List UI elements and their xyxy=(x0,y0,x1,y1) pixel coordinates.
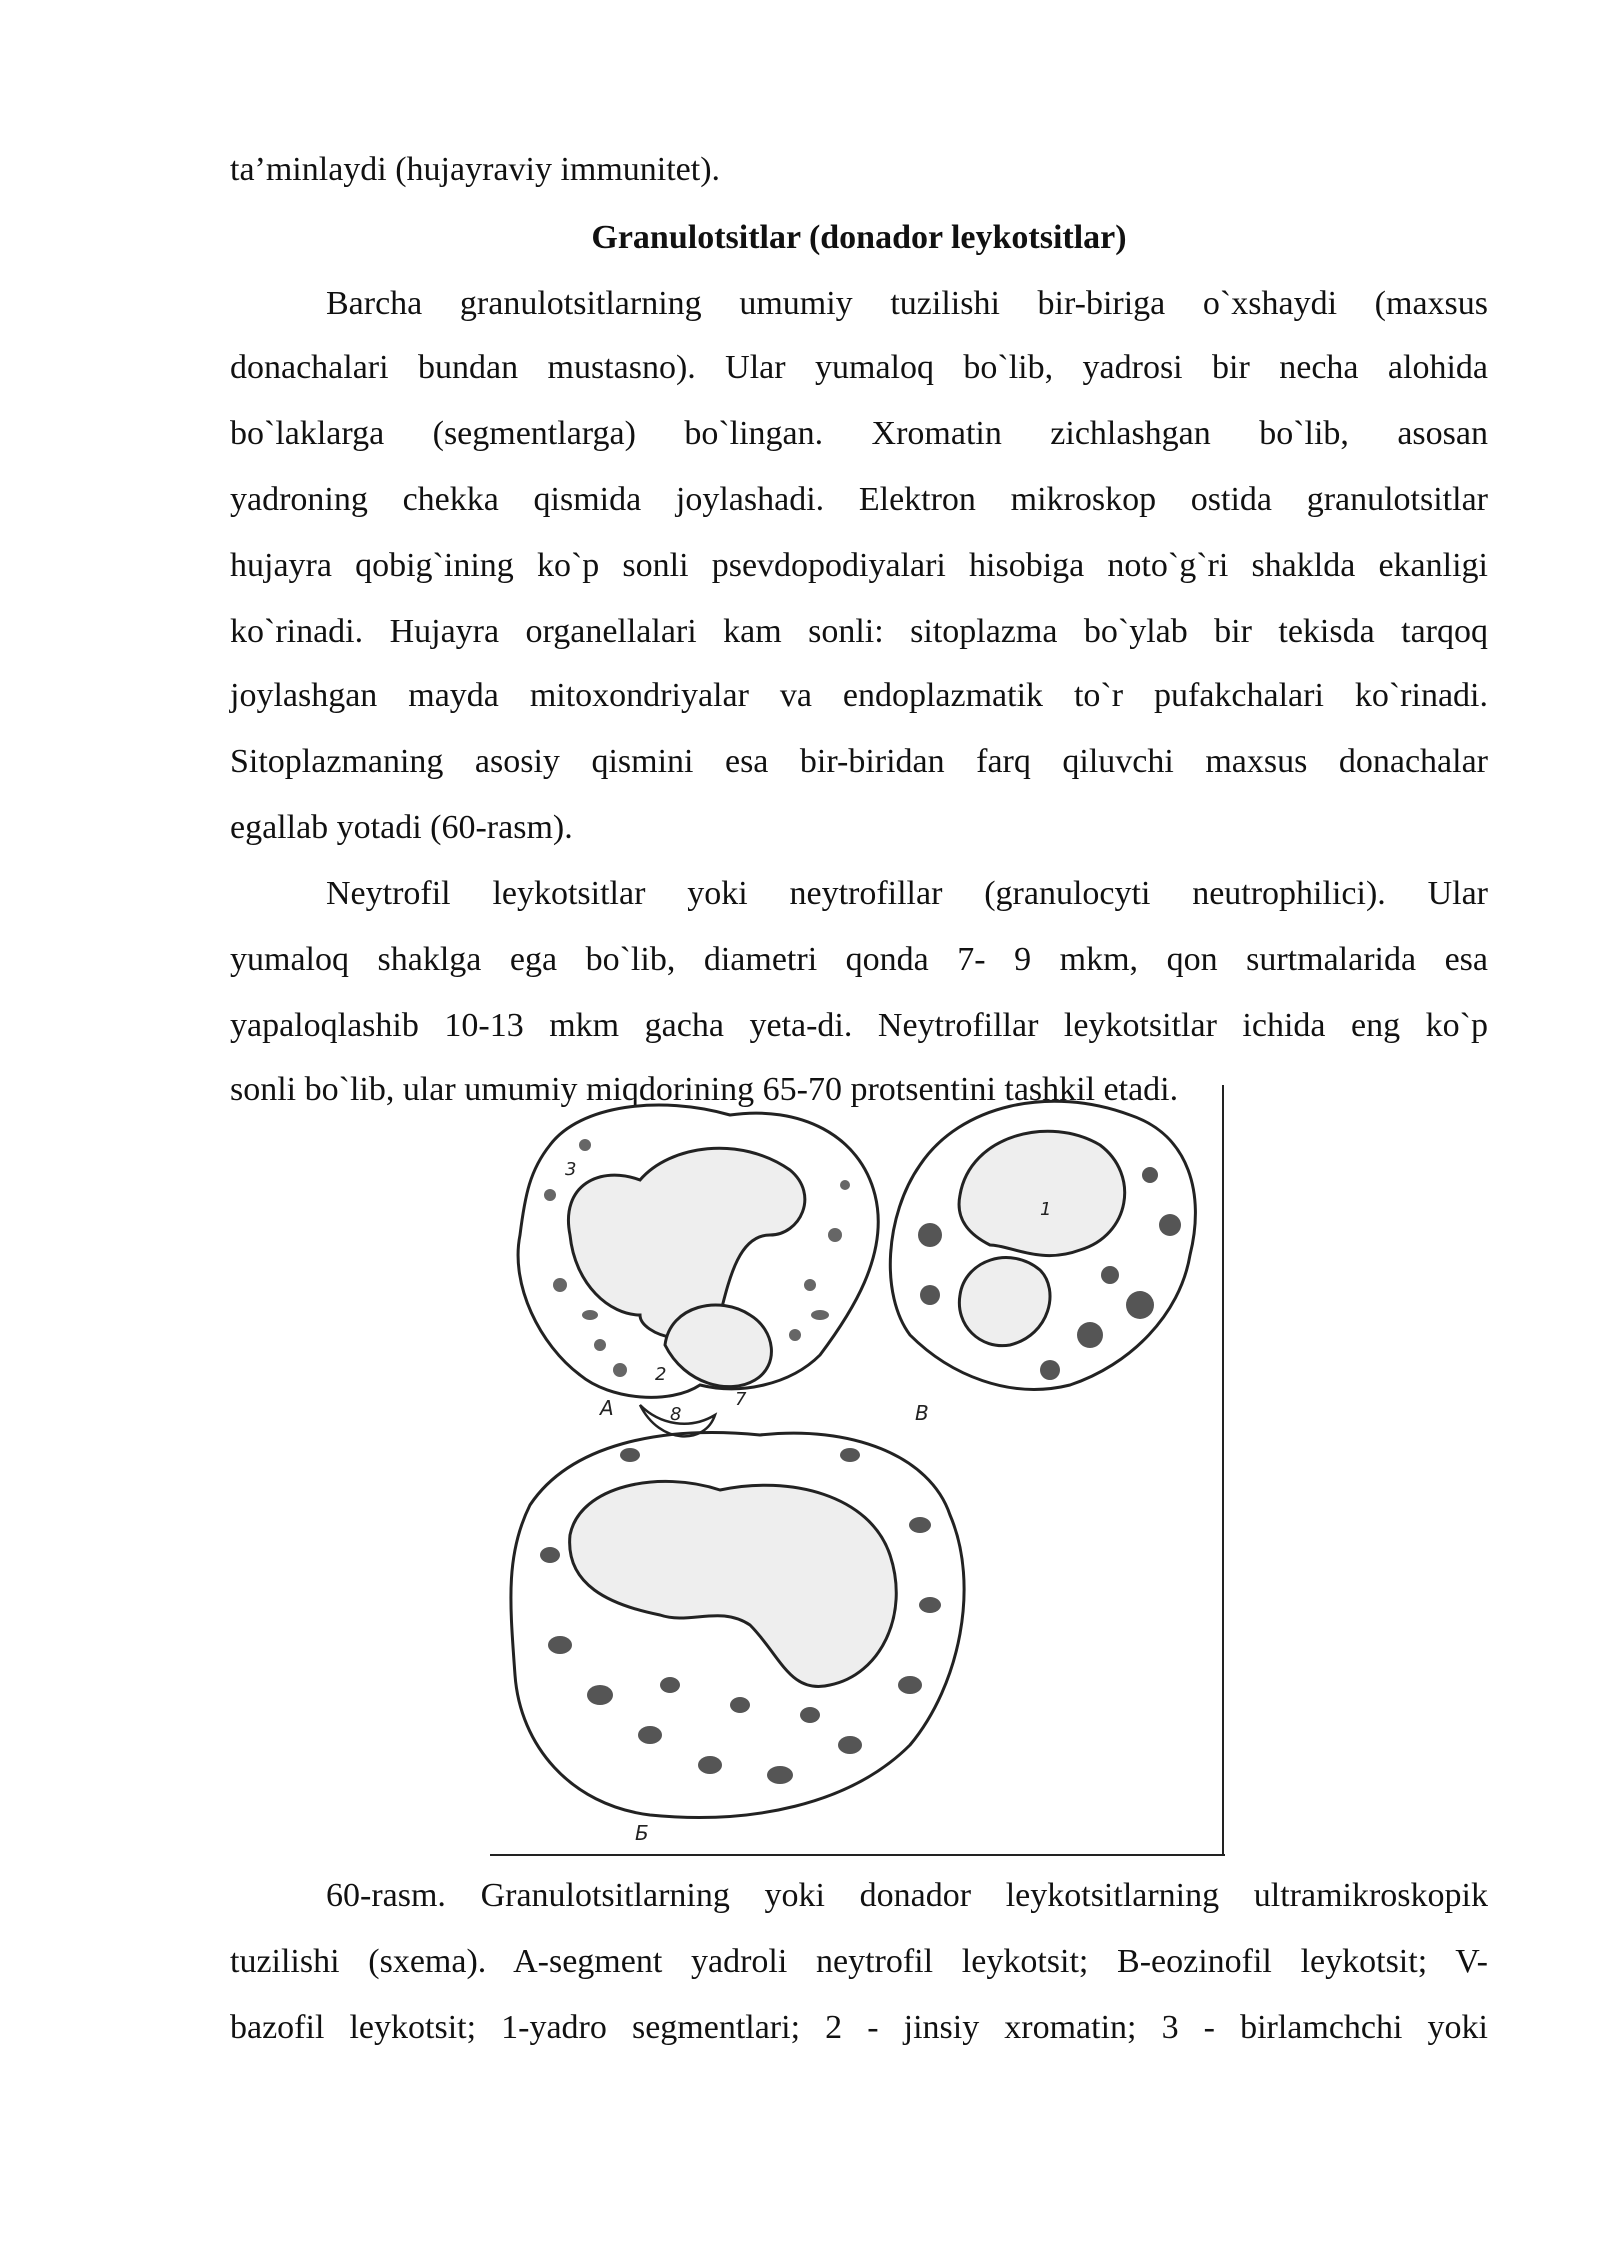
figure-60-cells xyxy=(490,1085,1230,1865)
paragraph-line: Barcha granulotsitlarning umumiy tuzilishi bir-biriga o`xshaydi (maxsus xyxy=(326,285,1488,322)
cell-b-eosinophil xyxy=(511,1433,964,1818)
paragraph-line: ko`rinadi. Hujayra organellalari kam sonli: sitoplazma bo`ylab bir tekisda tarqoq xyxy=(230,613,1488,650)
cell-v-basophil xyxy=(890,1101,1195,1389)
paragraph-line: egallab yotadi (60-rasm). xyxy=(230,809,573,846)
caption-line: 60-rasm. Granulotsitlarning yoki donador leykotsitlarning ultramikroskopik xyxy=(326,1877,1488,1914)
cells-illustration xyxy=(490,1085,1230,1865)
caption-line: bazofil leykotsit; 1-yadro segmentlari; 2 - jinsiy xromatin; 3 - birlamchchi yoki xyxy=(230,2009,1488,2046)
paragraph-line: yadroning chekka qismida joylashadi. Elektron mikroskop ostida granulotsitlar xyxy=(230,481,1488,518)
caption-line: tuzilishi (sxema). A-segment yadroli neytrofil leykotsit; B-eozinofil leykotsit; V- xyxy=(230,1943,1488,1980)
label-7: 7 xyxy=(735,1389,747,1410)
paragraph-line: Sitoplazmaning asosiy qismini esa bir-biridan farq qiluvchi maxsus donachalar xyxy=(230,743,1488,780)
paragraph-line: hujayra qobig`ining ko`p sonli psevdopodiyalari hisobiga noto`g`ri shaklda ekanligi xyxy=(230,547,1488,584)
label-b: Б xyxy=(635,1821,649,1845)
paragraph-line: donachalari bundan mustasno). Ular yumaloq bo`lib, yadrosi bir necha alohida xyxy=(230,349,1488,386)
label-a: A xyxy=(600,1396,614,1420)
label-8: 8 xyxy=(670,1404,682,1425)
label-1: 1 xyxy=(1040,1199,1052,1220)
cell-a-neutrophil xyxy=(518,1105,878,1436)
paragraph-line: Neytrofil leykotsitlar yoki neytrofillar (granulocyti neutrophilici). Ular xyxy=(326,875,1488,912)
paragraph-line: yapaloqlashib 10-13 mkm gacha yeta-di. Neytrofillar leykotsitlar ichida eng ko`p xyxy=(230,1007,1488,1044)
intro-line: ta’minlaydi (hujayraviy immunitet). xyxy=(230,151,721,188)
label-2: 2 xyxy=(655,1364,667,1385)
label-v: B xyxy=(915,1401,929,1425)
section-heading: Granulotsitlar (donador leykotsitlar) xyxy=(591,219,1127,256)
paragraph-line: bo`laklarga (segmentlarga) bo`lingan. Xromatin zichlashgan bo`lib, asosan xyxy=(230,415,1488,452)
label-3: 3 xyxy=(565,1159,577,1180)
paragraph-line: sonli bo`lib, ular umumiy miqdorining 65-70 protsentini tashkil etadi. xyxy=(230,1071,1179,1108)
paragraph-line: yumaloq shaklga ega bo`lib, diametri qonda 7- 9 mkm, qon surtmalarida esa xyxy=(230,941,1488,978)
paragraph-line: joylashgan mayda mitoxondriyalar va endoplazmatik to`r pufakchalari ko`rinadi. xyxy=(230,677,1488,714)
